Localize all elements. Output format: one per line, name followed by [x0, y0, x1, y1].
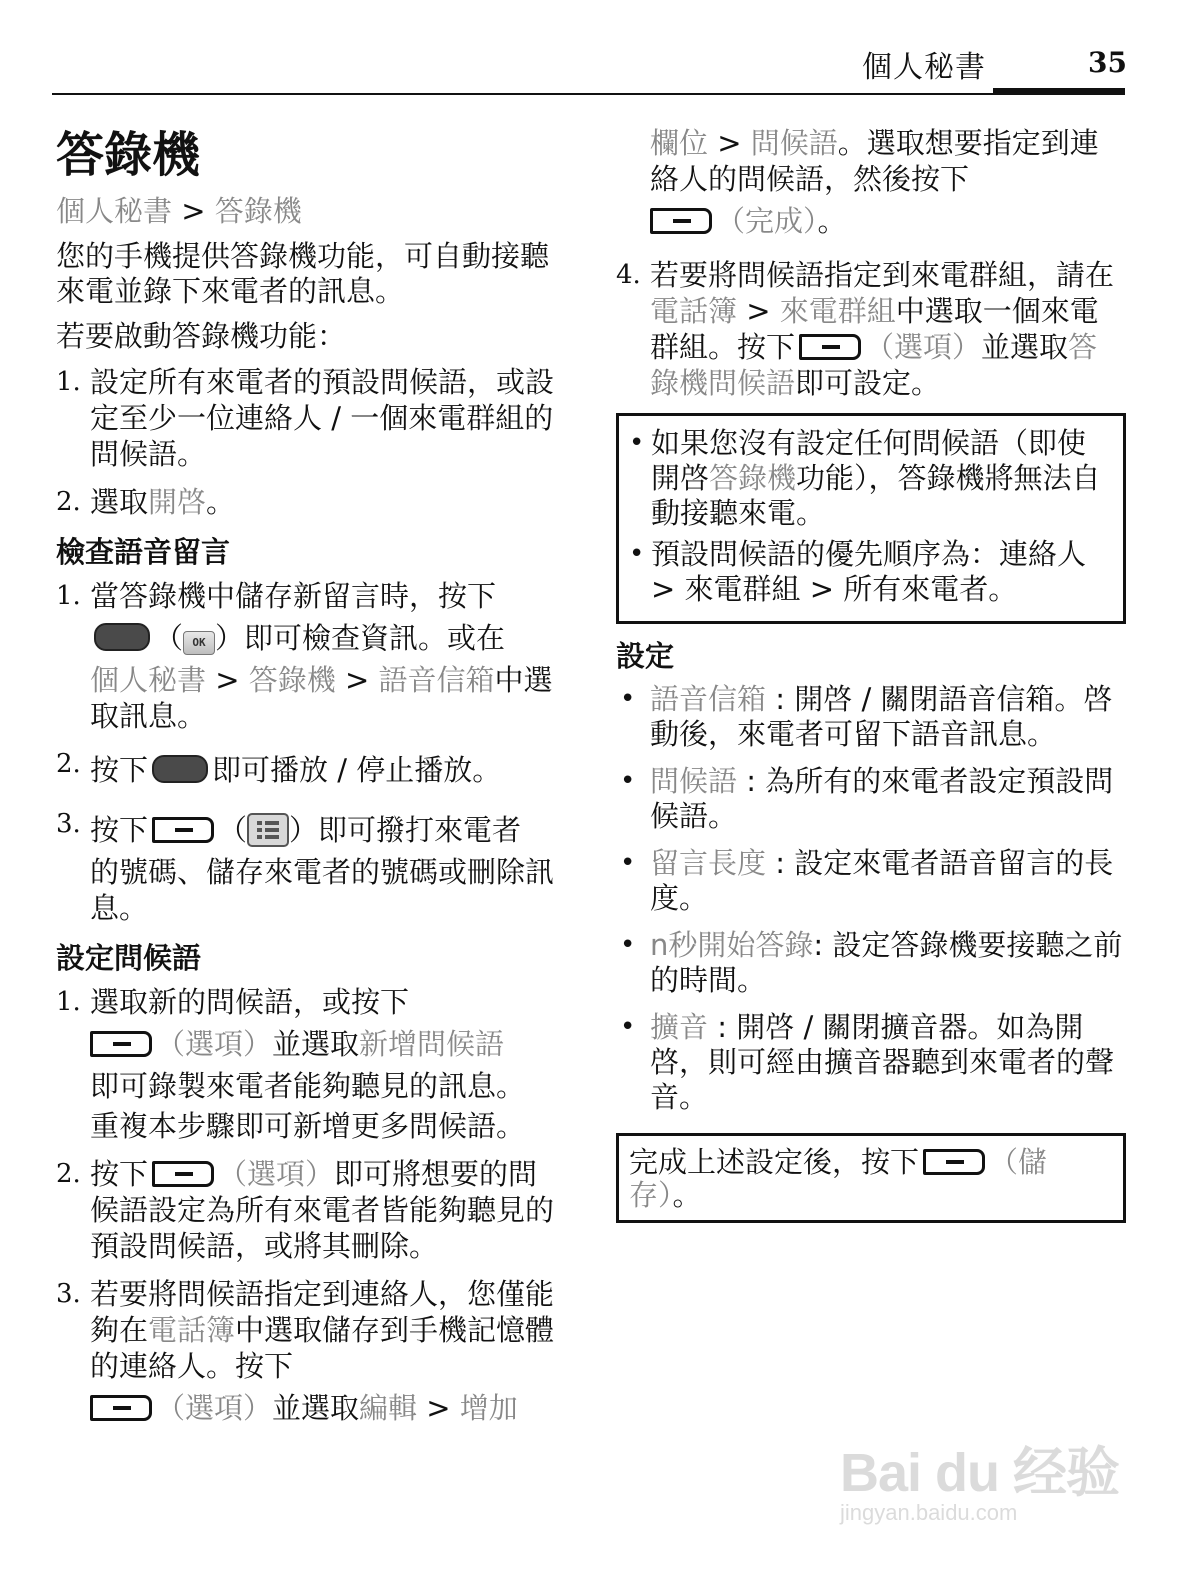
step-text: 的號碼、儲存來電者的號碼或刪除訊息。	[90, 855, 555, 925]
bullet-icon: •	[629, 539, 645, 569]
soft-key-icon	[152, 817, 214, 843]
menu-option: 欄位	[650, 126, 709, 160]
note-text: 。	[672, 1178, 702, 1212]
left-column	[56, 125, 566, 1444]
note-item	[629, 426, 1113, 531]
enable-heading: 若要啟動答錄機功能：	[56, 319, 347, 353]
settings-heading: 設定	[616, 639, 675, 673]
path-sep: >	[172, 194, 215, 228]
step-text: 按下	[90, 753, 149, 787]
menu-option: 編輯	[359, 1391, 418, 1425]
step-text: 中選取儲存到手機記憶體的連絡人。按下	[90, 1313, 555, 1383]
note-text: 預設問候語的優先順序為：連絡人 > 來電群組 > 所有來電者。	[651, 537, 1087, 606]
enable-step-2	[56, 484, 566, 520]
save-note-box	[616, 1133, 1126, 1223]
setting-item-voicemail	[616, 682, 1126, 752]
step-number: 1.	[56, 367, 81, 397]
soft-key-icon	[650, 208, 712, 234]
watermark-url: jingyan.baidu.com	[840, 1500, 1018, 1525]
check-voicemail-heading: 檢查語音留言	[56, 535, 231, 569]
step-line	[650, 197, 1126, 245]
bullet-icon: •	[620, 766, 636, 796]
step-text: 中選取一個來電群組。按下	[650, 294, 1099, 364]
step-number: 2.	[56, 1159, 81, 1189]
path-sep: >	[206, 663, 249, 697]
setting-label: n秒開始答錄	[650, 928, 814, 962]
bullet-icon: •	[620, 930, 636, 960]
page-number: 35	[1088, 46, 1127, 79]
note-text: 完成上述設定後，按下	[629, 1145, 920, 1179]
menu-option: （選項）	[156, 1391, 273, 1425]
setting-text: : 設定來電者語音留言的長度。	[650, 846, 1114, 915]
check-step-2	[56, 746, 566, 794]
setting-item-answer-delay	[616, 928, 1126, 998]
step-text: 即可錄製來電者能夠聽見的訊息。	[90, 1069, 526, 1103]
check-step-1	[56, 578, 566, 734]
menu-option: 新增問候語	[359, 1027, 505, 1061]
note-text: 如果您沒有設定任何問候語（即使開啓	[651, 426, 1087, 495]
bullet-icon: •	[629, 428, 645, 458]
menu-option: 答錄機	[709, 461, 797, 495]
menu-option: 答錄機問候語	[650, 330, 1098, 400]
menu-option: （選項）	[865, 330, 982, 364]
setting-label: 擴音	[650, 1010, 709, 1044]
menu-option: （選項）	[156, 1027, 273, 1061]
path-part: 個人秘書	[56, 194, 173, 228]
step-text: ）即可檢查資訊。或在	[215, 621, 506, 655]
step-line	[90, 1384, 566, 1432]
menu-option: 電話簿	[650, 294, 738, 328]
menu-path	[56, 191, 566, 231]
baidu-watermark	[830, 1390, 1130, 1540]
step-text: 重複本步驟即可新增更多問候語。	[90, 1109, 526, 1143]
page-header	[0, 0, 1192, 100]
bullet-icon: •	[620, 1012, 636, 1042]
note-box	[616, 413, 1126, 624]
note-text: 功能），答錄機將無法自動接聽來電。	[651, 461, 1101, 530]
watermark-brand: Bai du 经验	[840, 1443, 1120, 1503]
path-sep: >	[417, 1391, 460, 1425]
step-text: 。選取想要指定到連絡人的問候語，然後按下	[650, 126, 1099, 196]
step-line	[90, 662, 566, 734]
step-text: 。	[206, 485, 236, 519]
menu-option: 電話簿	[148, 1313, 236, 1347]
step-text: （	[218, 813, 248, 847]
menu-option: 問候語	[750, 126, 838, 160]
step-number: 1.	[56, 987, 81, 1017]
check-step-3	[56, 806, 566, 926]
menu-option: （儲存）	[629, 1145, 1048, 1212]
step-text: 即可播放 / 停止播放。	[212, 753, 502, 787]
step-text: 並選取	[981, 330, 1069, 364]
step-text: 按下	[90, 1157, 149, 1191]
bullet-icon: •	[620, 848, 636, 878]
soft-key-icon	[799, 334, 861, 360]
menu-key-icon	[247, 813, 289, 847]
setting-label: 問候語	[650, 764, 738, 798]
menu-option: 語音信箱	[378, 663, 495, 697]
step-text: 。	[817, 204, 847, 238]
path-part: 答錄機	[214, 194, 302, 228]
setting-item-message-length	[616, 846, 1126, 916]
menu-option: （完成）	[716, 204, 818, 238]
step-text: 若要將問候語指定到連絡人，您僅能夠在	[90, 1277, 555, 1347]
greet-step-3	[56, 1276, 566, 1432]
step-number: 3.	[56, 809, 81, 839]
path-sep: >	[708, 126, 751, 160]
menu-option: 增加	[459, 1391, 518, 1425]
greet-step-4	[616, 257, 1126, 401]
setting-label: 語音信箱	[650, 682, 767, 716]
right-column	[616, 125, 1126, 1235]
setting-text: : 開啓 / 關閉擴音器。如為開啓，則可經由擴音器聽到來電者的聲音。	[650, 1010, 1115, 1114]
menu-option: （選項）	[218, 1157, 335, 1191]
soft-key-icon	[90, 1031, 152, 1057]
greet-step-3-continued	[616, 125, 1126, 245]
set-greeting-heading: 設定問候語	[56, 941, 202, 975]
step-text: 設定所有來電者的預設問候語，或設定至少一位連絡人 / 一個來電群組的問候語。	[90, 365, 555, 471]
step-number: 4.	[616, 260, 641, 290]
ok-key-icon: OK	[183, 631, 215, 655]
call-key-icon	[94, 623, 150, 651]
path-sep: >	[737, 294, 780, 328]
soft-key-icon	[923, 1149, 985, 1175]
step-text: 按下	[90, 813, 149, 847]
path-sep: >	[335, 663, 379, 697]
step-text: 選取新的問候語，或按下	[90, 985, 410, 1019]
greet-step-1	[56, 984, 566, 1144]
setting-text: : 開啓 / 關閉語音信箱。啓動後，來電者可留下語音訊息。	[650, 682, 1113, 751]
intro-text: 您的手機提供答錄機功能，可自動接聽來電並錄下來電者的訊息。	[56, 239, 550, 308]
menu-option: 來電群組	[779, 294, 896, 328]
bullet-icon: •	[620, 684, 636, 714]
note-item	[629, 537, 1113, 607]
step-line	[90, 1020, 566, 1068]
step-text: 並選取	[272, 1391, 360, 1425]
setting-label: 留言長度	[650, 846, 767, 880]
step-line	[90, 614, 566, 662]
step-number: 3.	[56, 1279, 81, 1309]
step-text: 即可設定。	[795, 366, 941, 400]
header-rule	[52, 93, 1125, 95]
step-number: 2.	[56, 749, 81, 779]
menu-option: 個人秘書	[90, 663, 207, 697]
setting-item-greeting	[616, 764, 1126, 834]
setting-item-speaker	[616, 1010, 1126, 1115]
step-text: 當答錄機中儲存新留言時，按下	[90, 579, 497, 613]
step-text: 選取	[90, 485, 149, 519]
step-text: ）即可撥打來電者	[289, 813, 522, 847]
step-text: 即可將想要的問候語設定為所有來電者皆能夠聽見的預設問候語，或將其刪除。	[90, 1157, 555, 1263]
step-text: （	[154, 621, 184, 655]
soft-key-icon	[152, 1161, 214, 1187]
step-line	[90, 806, 566, 854]
step-text: 若要將問候語指定到來電群組，請在	[650, 258, 1115, 292]
step-number: 1.	[56, 581, 81, 611]
step-text: 中選取訊息。	[90, 663, 553, 733]
call-key-icon	[152, 755, 208, 783]
soft-key-icon	[90, 1395, 152, 1421]
enable-step-1	[56, 364, 566, 472]
setting-text: : 為所有的來電者設定預設問候語。	[650, 764, 1114, 833]
page-title: 答錄機	[56, 127, 201, 183]
header-section-title: 個人秘書	[862, 50, 986, 85]
greet-step-2	[56, 1156, 566, 1264]
step-text: 並選取	[272, 1027, 360, 1061]
step-line	[90, 746, 566, 794]
setting-text: : 設定答錄機要接聽之前的時間。	[650, 928, 1123, 997]
menu-option: 開啓	[148, 485, 207, 519]
header-rule-accent	[993, 88, 1125, 95]
menu-option: 答錄機	[248, 663, 336, 697]
step-number: 2.	[56, 487, 81, 517]
